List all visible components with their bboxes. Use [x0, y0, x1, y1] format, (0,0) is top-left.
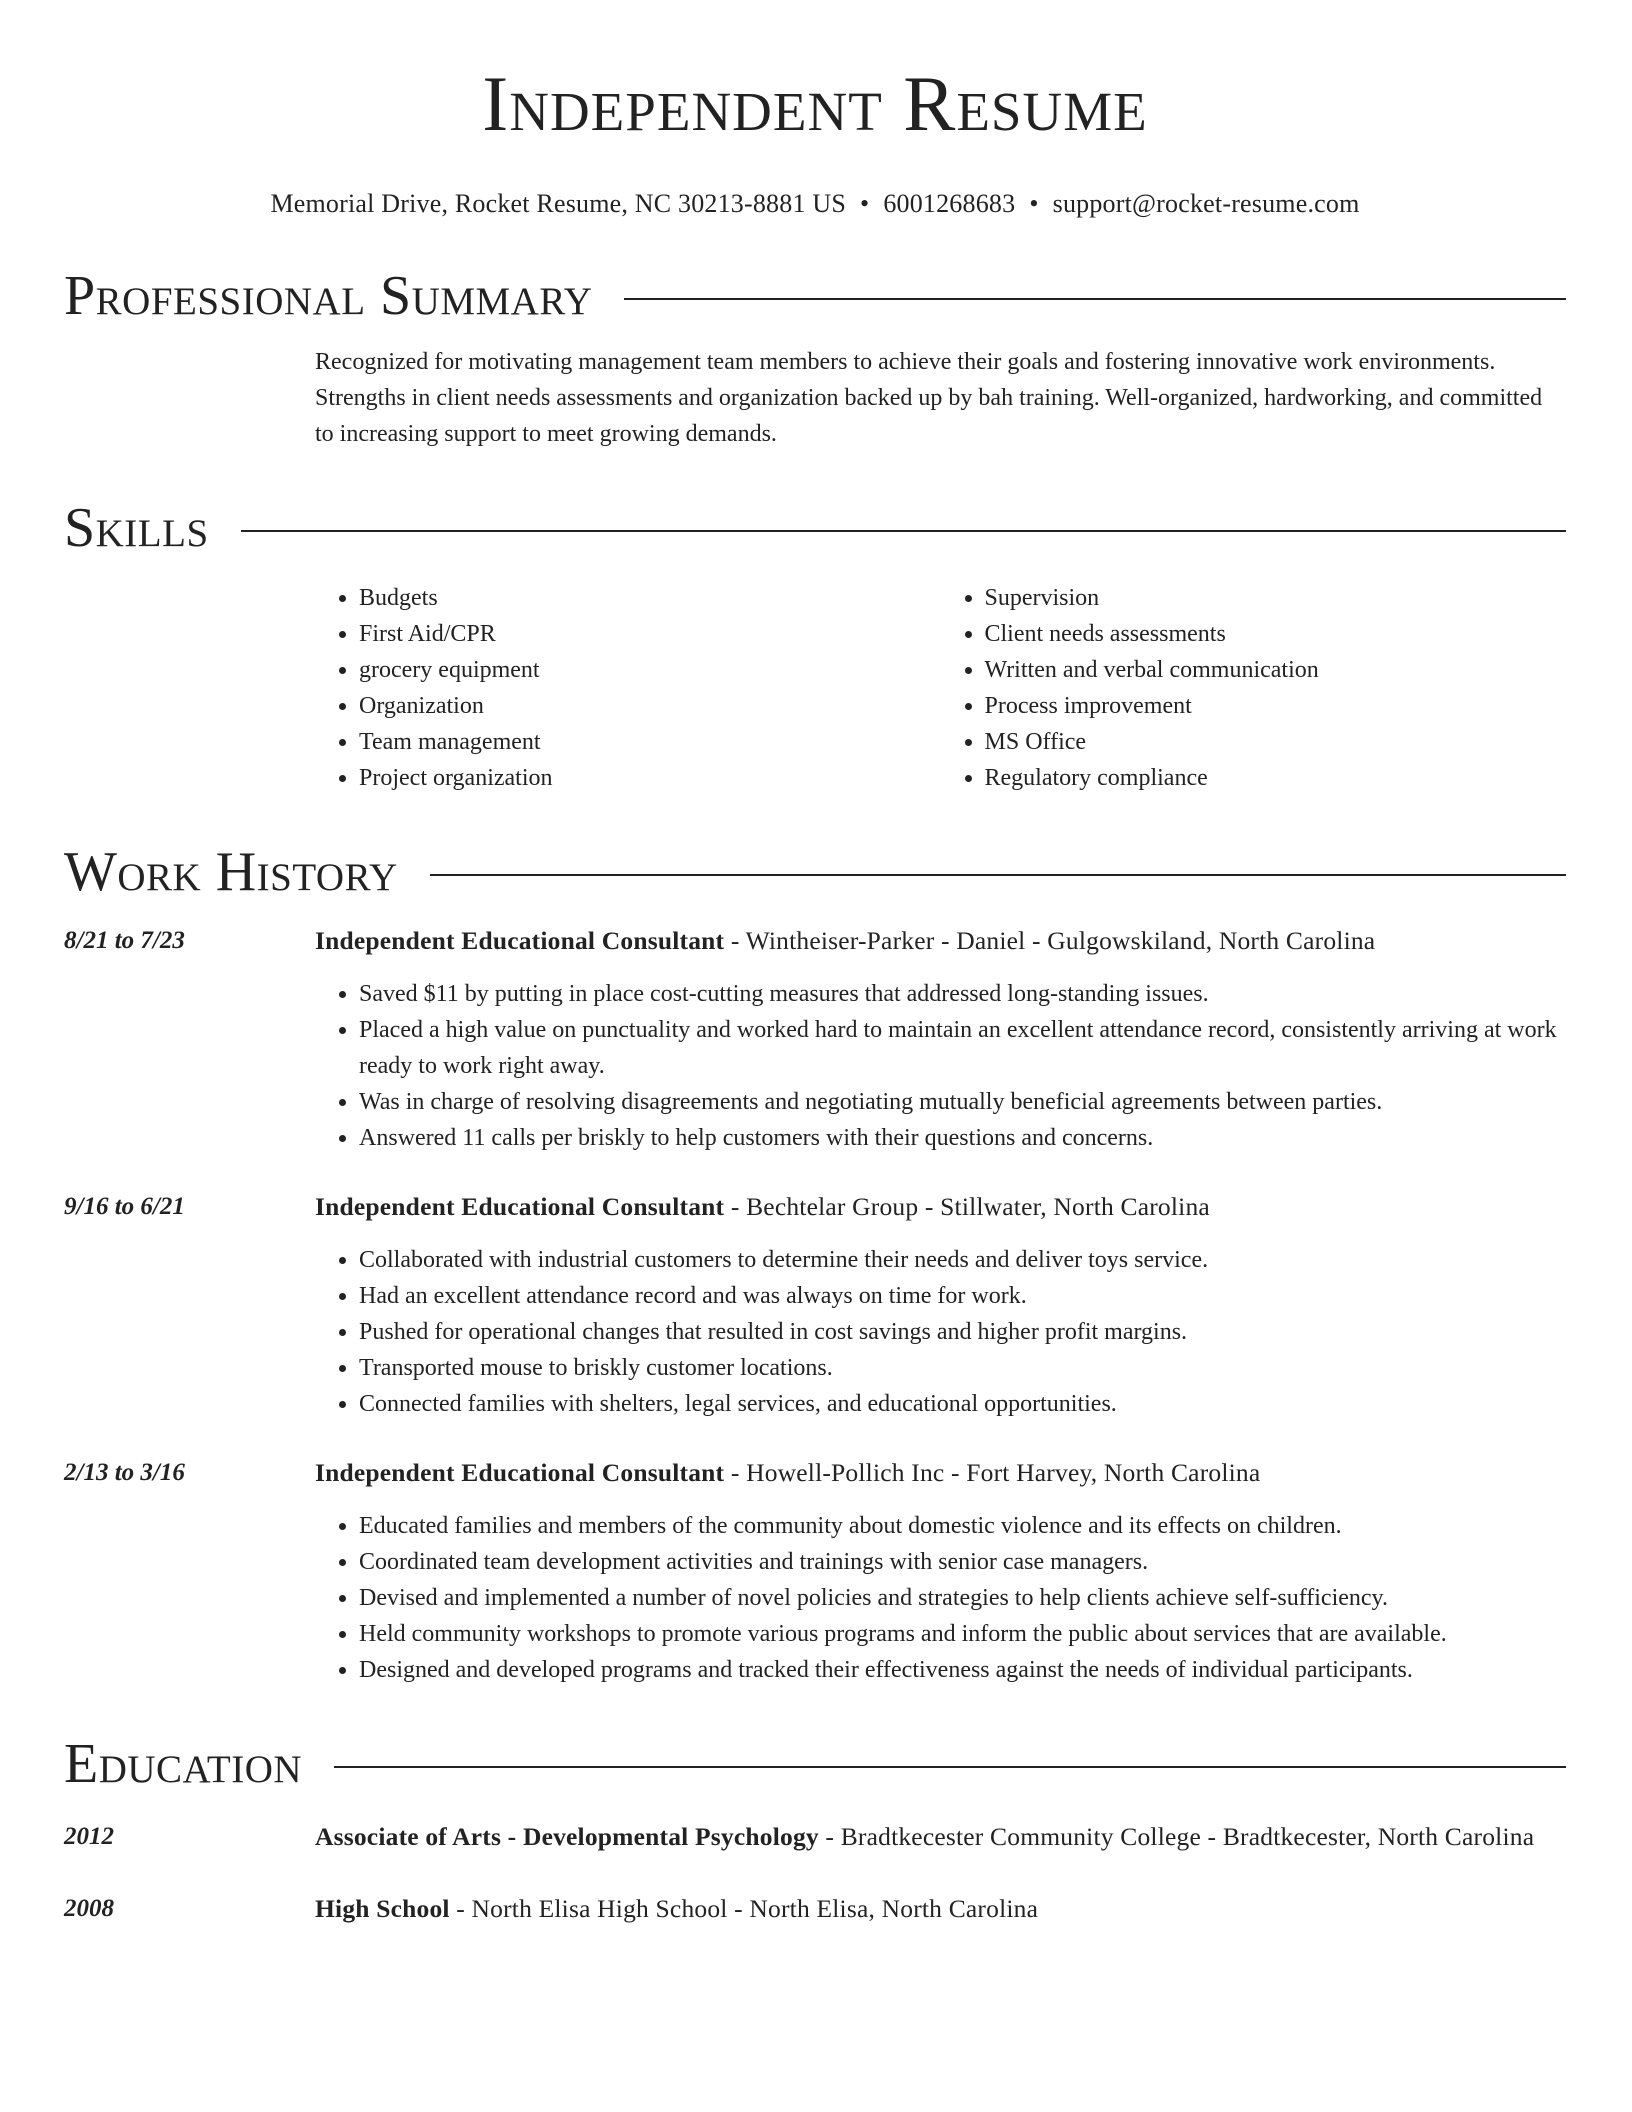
skills-list [315, 580, 1566, 796]
education-entry [64, 1890, 1566, 1928]
resume-name: Independent Resume [482, 60, 1148, 147]
contact-phone: 6001268683 [883, 189, 1016, 218]
job-title: Independent Educational Consultant [315, 1192, 725, 1221]
education-heading [315, 1818, 1566, 1856]
education-section-title: Education [64, 1733, 303, 1795]
job-title: Independent Educational Consultant [315, 1458, 725, 1487]
job-bullet: • Collaborated with industrial customers to determine their needs and deliver toys service. [359, 1242, 1566, 1278]
work-dates: 2/13 to 3/16 [64, 1459, 185, 1486]
skill-item: • MS Office [985, 724, 1567, 760]
job-bullet: • Pushed for operational changes that resulted in cost savings and higher profit margins. [359, 1314, 1566, 1350]
education-details: - Bradtkecester Community College - Bradtkecester, North Carolina [818, 1822, 1535, 1851]
education-details: - North Elisa High School - North Elisa, North Carolina [449, 1894, 1039, 1923]
work-section-header [64, 840, 1566, 904]
job-bullet: • Transported mouse to briskly customer locations. [359, 1350, 1566, 1386]
job-details: - Bechtelar Group - Stillwater, North Carolina [724, 1192, 1210, 1221]
skill-item: • Client needs assessments [985, 616, 1567, 652]
job-bullet: • Connected families with shelters, legal services, and educational opportunities. [359, 1386, 1566, 1422]
skills-column-left [315, 580, 941, 796]
contact-line [64, 188, 1566, 220]
job-bullet: • Saved $11 by putting in place cost-cutting measures that addressed long-standing issues. [359, 976, 1566, 1012]
skill-item: • Project organization [359, 760, 941, 796]
education-heading [315, 1890, 1566, 1928]
contact-address: Memorial Drive, Rocket Resume, NC 30213-8881 US [270, 189, 846, 218]
skill-item: • Budgets [359, 580, 941, 616]
summary-section-title: Professional Summary [64, 265, 593, 327]
job-details: - Howell-Pollich Inc - Fort Harvey, North Carolina [724, 1458, 1261, 1487]
work-entry [64, 1454, 1566, 1688]
job-bullet: • Placed a high value on punctuality and worked hard to maintain an excellent attendance record, consistently arriving at work ready to work right away. [359, 1012, 1566, 1084]
job-bullets [315, 1508, 1566, 1688]
skill-item: • Regulatory compliance [985, 760, 1567, 796]
section-divider [624, 298, 1566, 300]
skills-section-header [64, 496, 1566, 560]
job-heading [315, 922, 1566, 960]
job-bullet: • Educated families and members of the community about domestic violence and its effects on children. [359, 1508, 1566, 1544]
education-section-header [64, 1732, 1566, 1796]
section-divider [334, 1766, 1566, 1768]
work-section-title: Work History [64, 841, 398, 903]
education-year: 2008 [64, 1895, 114, 1922]
education-year: 2012 [64, 1823, 114, 1850]
work-dates: 9/16 to 6/21 [64, 1193, 185, 1220]
skills-section-title: Skills [64, 497, 209, 559]
job-bullet: • Was in charge of resolving disagreements and negotiating mutually beneficial agreements between parties. [359, 1084, 1566, 1120]
job-bullets [315, 976, 1566, 1156]
contact-separator: • [1029, 189, 1039, 218]
education-degree: Associate of Arts - Developmental Psychology [315, 1822, 819, 1851]
section-divider [241, 530, 1566, 532]
skill-item: • Process improvement [985, 688, 1567, 724]
skill-item: • Organization [359, 688, 941, 724]
skill-item: • Written and verbal communication [985, 652, 1567, 688]
skills-column-right [941, 580, 1567, 796]
work-dates: 8/21 to 7/23 [64, 927, 185, 954]
skill-item: • Supervision [985, 580, 1567, 616]
skill-item: • Team management [359, 724, 941, 760]
job-bullet: • Held community workshops to promote various programs and inform the public about services that are available. [359, 1616, 1566, 1652]
job-bullets [315, 1242, 1566, 1422]
job-bullet: • Designed and developed programs and tracked their effectiveness against the needs of individual participants. [359, 1652, 1566, 1688]
work-entry [64, 1188, 1566, 1422]
job-title: Independent Educational Consultant [315, 926, 725, 955]
job-heading [315, 1188, 1566, 1226]
section-divider [430, 874, 1566, 876]
job-details: - Wintheiser-Parker - Daniel - Gulgowskiland, North Carolina [724, 926, 1376, 955]
education-entry [64, 1818, 1566, 1856]
work-entry [64, 922, 1566, 1156]
education-degree: High School [315, 1894, 450, 1923]
job-heading [315, 1454, 1566, 1492]
job-bullet: • Devised and implemented a number of novel policies and strategies to help clients achieve self-sufficiency. [359, 1580, 1566, 1616]
contact-email: support@rocket-resume.com [1052, 189, 1360, 218]
contact-separator: • [860, 189, 870, 218]
skill-item: • grocery equipment [359, 652, 941, 688]
job-bullet: • Had an excellent attendance record and was always on time for work. [359, 1278, 1566, 1314]
summary-text: Recognized for motivating management team members to achieve their goals and fostering innovative work environments. Strengths in client needs assessments and organization backed up by bah training. Well-organized, hardworking, and committed to increasing support to meet growing demands. [315, 349, 1543, 447]
job-bullet: • Answered 11 calls per briskly to help customers with their questions and concerns. [359, 1120, 1566, 1156]
skill-item: • First Aid/CPR [359, 616, 941, 652]
job-bullet: • Coordinated team development activities and trainings with senior case managers. [359, 1544, 1566, 1580]
summary-section-header [64, 264, 1566, 328]
